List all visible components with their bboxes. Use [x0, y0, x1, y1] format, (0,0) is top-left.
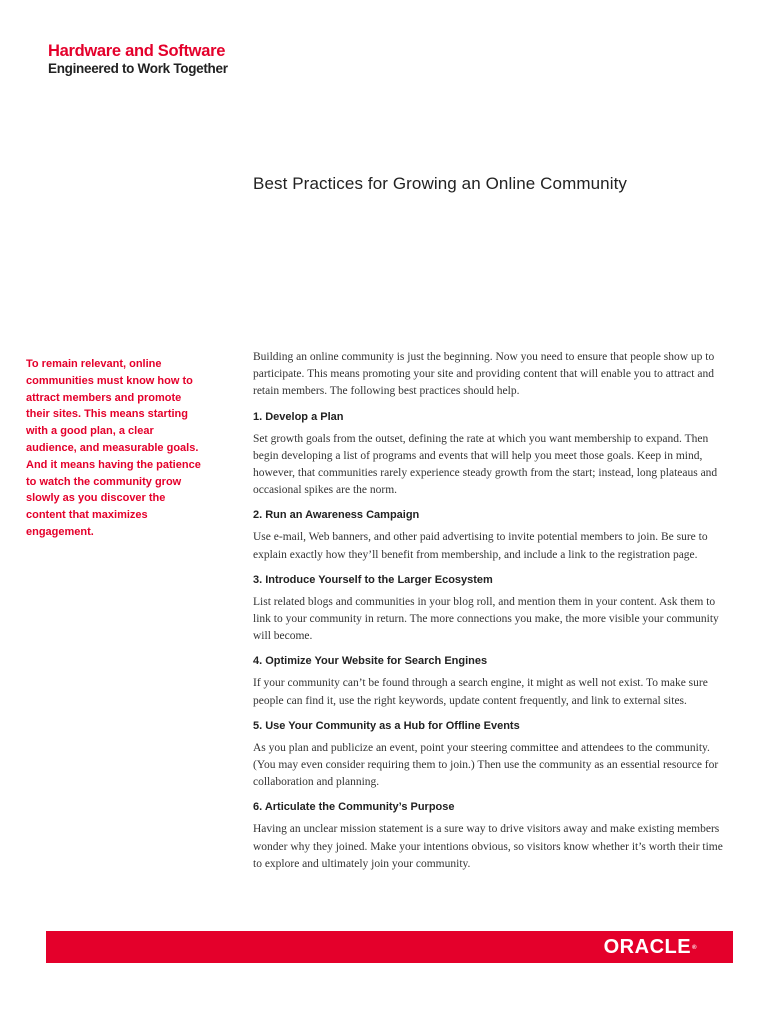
- section-heading: 6. Articulate the Community’s Purpose: [253, 801, 455, 814]
- section-develop-plan: [253, 410, 729, 500]
- oracle-logo-text: ORACLE: [603, 936, 692, 958]
- document-title: Best Practices for Growing an Online Community: [253, 174, 628, 193]
- section-paragraph: As you plan and publicize an event, point your steering committee and attendees to the community. (You may even consider requiring them to join.) Then use the community as an essential resource for collaboration and planning.: [253, 741, 719, 789]
- section-heading: 5. Use Your Community as a Hub for Offline Events: [253, 719, 520, 732]
- section-search-engines: [253, 654, 729, 709]
- header-tagline: [48, 41, 228, 77]
- section-offline-events: [253, 719, 729, 792]
- registered-mark: ®: [692, 945, 697, 951]
- tagline-line-2: Engineered to Work Together: [48, 61, 228, 76]
- tagline-line-1: Hardware and Software: [48, 42, 226, 60]
- section-community-purpose: [253, 800, 729, 873]
- pull-quote: To remain relevant, online communities must know how to attract members and promote their sites. This means starting with a good plan, a clear audience, and measurable goals. And it means having the patience to watch the community grow slowly as you discover the content that maximizes engagement.: [26, 358, 201, 538]
- intro-paragraph: Building an online community is just the beginning. Now you need to ensure that people show up to participate. This means promoting your site and providing content that will enable you to attract and retain members. The following best practices should help.: [253, 351, 715, 398]
- section-larger-ecosystem: [253, 573, 729, 646]
- section-heading: 2. Run an Awareness Campaign: [253, 509, 420, 522]
- section-paragraph: List related blogs and communities in your blog roll, and mention them in your content. Ask them to link to your community in return. The more connections you make, the more visible your community will become.: [253, 595, 719, 643]
- section-paragraph: Having an unclear mission statement is a sure way to drive visitors away and make existing members wonder why they joined. Make your intentions obvious, so visitors know whether it’s worth their time to explore and ultimately join your community.: [253, 823, 723, 870]
- section-heading: 4. Optimize Your Website for Search Engines: [253, 655, 488, 668]
- body-column: [253, 349, 729, 873]
- section-paragraph: Set growth goals from the outset, defining the rate at which you want membership to expand. Then begin developing a list of programs and events that will help you meet those goals. Keep in mind, however, that communities rarely experience steady growth from the start; instead, long plateaus and occasional spikes are the norm.: [253, 432, 718, 497]
- section-paragraph: Use e-mail, Web banners, and other paid advertising to invite potential members to join. Be sure to explain exactly how they’ll benefit from membership, and include a link to the registration page.: [253, 531, 708, 561]
- section-paragraph: If your community can’t be found through a search engine, it might as well not exist. To make sure people can find it, use the right keywords, update content frequently, and link to external sites.: [253, 677, 708, 707]
- section-heading: 1. Develop a Plan: [253, 410, 344, 423]
- oracle-logo: [604, 937, 697, 957]
- footer-bar: [46, 931, 733, 963]
- section-heading: 3. Introduce Yourself to the Larger Ecosystem: [253, 573, 493, 586]
- section-awareness-campaign: [253, 508, 729, 563]
